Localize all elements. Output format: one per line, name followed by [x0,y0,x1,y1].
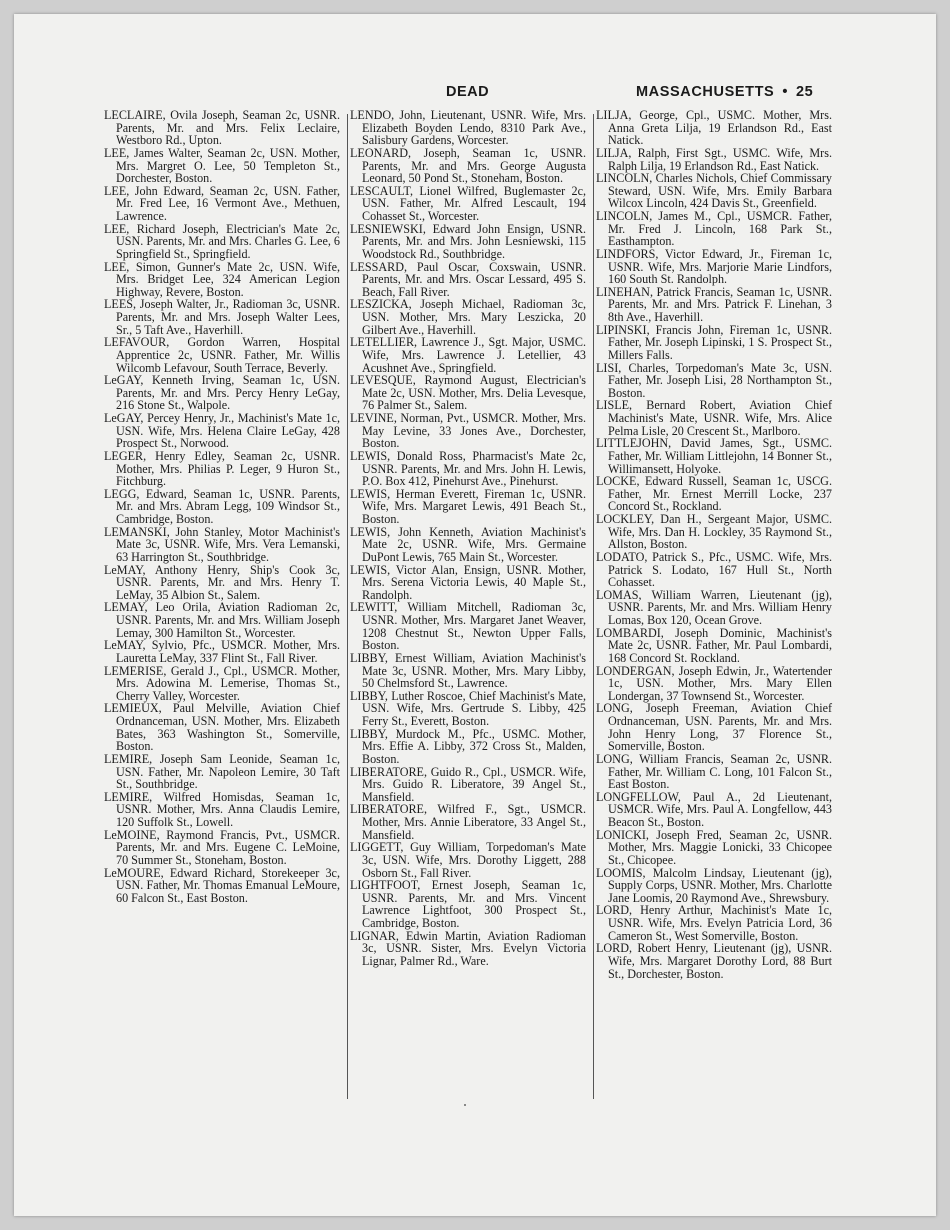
casualty-entry: LINCOLN, James M., Cpl., USMCR. Father, Mr. Fred J. Lincoln, 168 Park St., Easthampton. [596,209,832,249]
state-name: MASSACHUSETTS [636,84,775,100]
casualty-entry: LEMIRE, Wilfred Homisdas, Seaman 1c, USNR. Mother, Mrs. Anna Claudis Lemire, 120 Suffolk St., Lowell. [104,789,340,829]
casualty-entry: LESNIEWSKI, Edward John Ensign, USNR. Parents, Mr. and Mrs. John Lesniewski, 115 Woodstock Rd., Southbridge. [350,221,586,261]
casualty-entry: LIBBY, Ernest William, Aviation Machinist's Mate 3c, USNR. Mother, Mrs. Mary Libby, 50 Chelmsford St., Lawrence. [350,650,586,691]
casualty-entry: LEWIS, John Kenneth, Aviation Machinist's Mate 2c, USNR. Wife, Mrs. Germaine DuPont Lewis, 765 Main St., Worcester. [350,524,586,564]
casualty-entry: LEE, James Walter, Seaman 2c, USN. Mother, Mrs. Margret O. Lee, 50 Templeton St., Dorchester, Boston. [104,145,340,186]
column-1 [104,109,340,904]
column-divider [593,114,594,1099]
casualty-entry: LEWIS, Victor Alan, Ensign, USNR. Mother, Mrs. Serena Victoria Lewis, 40 Maple St., Randolph. [350,562,586,602]
casualty-entry: LINDFORS, Victor Edward, Jr., Fireman 1c, USNR. Wife, Mrs. Marjorie Marie Lindfors, 160 South St. Randolph. [596,246,832,287]
casualty-entry: LEVESQUE, Raymond August, Electrician's Mate 2c, USN. Mother, Mrs. Delia Levesque, 76 Palmer St., Salem. [350,373,586,413]
casualty-entry: LEGER, Henry Edley, Seaman 2c, USNR. Mother, Mrs. Philias P. Leger, 9 Huron St., Fitchburg. [104,448,340,489]
print-speck [464,1104,466,1106]
casualty-entry: LILJA, Ralph, First Sgt., USMC. Wife, Mrs. Ralph Lilja, 19 Erlandson Rd., East Natick. [596,145,832,173]
casualty-entry: LIBBY, Luther Roscoe, Chief Machinist's Mate, USN. Wife, Mrs. Gertrude S. Libby, 425 Ferry St., Everett, Boston. [350,688,586,728]
column-divider [347,114,348,1099]
casualty-entry: LIGGETT, Guy William, Torpedoman's Mate 3c, USN. Wife, Mrs. Dorothy Liggett, 288 Osborn St., Fall River. [350,840,586,880]
casualty-entry: LEFAVOUR, Gordon Warren, Hospital Apprentice 2c, USNR. Father, Mr. Willis Wilcomb Lefavour, South Terrace, Beverly. [104,335,340,375]
casualty-entry: LOMBARDI, Joseph Dominic, Machinist's Mate 2c, USNR. Father, Mr. Paul Lombardi, 168 Concord St. Rockland. [596,625,832,665]
column-2 [350,109,586,968]
casualty-entry: LEONARD, Joseph, Seaman 1c, USNR. Parents, Mr. and Mrs. George Augusta Leonard, 50 Pond St., Stoneham, Boston. [350,145,586,186]
casualty-entry: LOMAS, William Warren, Lieutenant (jg), USNR. Parents, Mr. and Mrs. William Henry Lomas, Box 120, Ocean Grove. [596,587,832,627]
document-page [14,14,936,1216]
casualty-entry: LEGG, Edward, Seaman 1c, USNR. Parents, Mr. and Mrs. Abram Legg, 109 Windsor St., Cambridge, Boston. [104,486,340,526]
casualty-entry: LeGAY, Kenneth Irving, Seaman 1c, USN. Parents, Mr. and Mrs. Percy Henry LeGay, 216 Stone St., Walpole. [104,373,340,413]
casualty-entry: LONG, Joseph Freeman, Aviation Chief Ordnanceman, USN. Parents, Mr. and Mrs. John Henry Long, 37 Florence St., Somerville, Boston. [596,701,832,754]
running-head [636,84,813,100]
casualty-entry: LECLAIRE, Ovila Joseph, Seaman 2c, USNR. Parents, Mr. and Mrs. Felix Leclaire, Westboro Rd., Upton. [104,108,340,148]
casualty-entry: LEE, Simon, Gunner's Mate 2c, USN. Wife, Mrs. Bridget Lee, 324 American Legion Highway, Revere, Boston. [104,259,340,299]
casualty-entry: LIPINSKI, Francis John, Fireman 1c, USNR. Father, Mr. Joseph Lipinski, 1 S. Prospect St., Millers Falls. [596,322,832,362]
column-3 [596,109,832,980]
casualty-entry: LISLE, Bernard Robert, Aviation Chief Machinist's Mate, USNR. Wife, Mrs. Alice Pelma Lisle, 20 Crescent St., Marlboro. [596,398,832,438]
casualty-entry: LISI, Charles, Torpedoman's Mate 3c, USN. Father, Mr. Joseph Lisi, 28 Northampton St., Boston. [596,360,832,400]
casualty-entry: LESZICKA, Joseph Michael, Radioman 3c, USN. Mother, Mrs. Mary Leszicka, 20 Gilbert Ave., Haverhill. [350,297,586,337]
page-header [14,84,936,104]
casualty-entry: LODATO, Patrick S., Pfc., USMC. Wife, Mrs. Patrick S. Lodato, 167 Hull St., North Cohasset. [596,549,832,590]
casualty-entry: LINEHAN, Patrick Francis, Seaman 1c, USNR. Parents, Mr. and Mrs. Patrick F. Linehan, 3 8th Ave., Haverhill. [596,284,832,324]
casualty-entry: LeMAY, Sylvio, Pfc., USMCR. Mother, Mrs. Lauretta LeMay, 337 Flint St., Fall River. [104,638,340,665]
casualty-entry: LEMIEUX, Paul Melville, Aviation Chief Ordnanceman, USN. Mother, Mrs. Elizabeth Bates, 363 Washington St., Somerville, Boston. [104,701,340,754]
casualty-entry: LEE, John Edward, Seaman 2c, USN. Father, Mr. Fred Lee, 16 Vermont Ave., Methuen, Lawrence. [104,183,340,223]
casualty-entry: LONICKI, Joseph Fred, Seaman 2c, USNR. Mother, Mrs. Maggie Lonicki, 33 Chicopee St., Chicopee. [596,827,832,867]
casualty-entry: LETELLIER, Lawrence J., Sgt. Major, USMC. Wife, Mrs. Lawrence J. Letellier, 43 Acushnet Ave., Springfield. [350,335,586,375]
casualty-entry: LILJA, George, Cpl., USMC. Mother, Mrs. Anna Greta Lilja, 19 Erlandson Rd., East Natick. [596,108,832,148]
casualty-entry: LIBERATORE, Wilfred F., Sgt., USMCR. Mother, Mrs. Annie Liberatore, 33 Angel St., Mansfield. [350,802,586,842]
casualty-entry: LIBERATORE, Guido R., Cpl., USMCR. Wife, Mrs. Guido R. Liberatore, 39 Angel St., Mansfield. [350,764,586,804]
casualty-entry: LORD, Henry Arthur, Machinist's Mate 1c, USNR. Wife, Mrs. Evelyn Patricia Lord, 36 Cameron St., West Somerville, Boston. [596,903,832,943]
casualty-entry: LEVINE, Norman, Pvt., USMCR. Mother, Mrs. May Levine, 33 Jones Ave., Dorchester, Boston. [350,411,586,451]
casualty-entry: LIGHTFOOT, Ernest Joseph, Seaman 1c, USNR. Parents, Mr. and Mrs. Vincent Lawrence Lightfoot, 300 Prospect St., Cambridge, Boston. [350,878,586,930]
bullet-icon: • [782,84,788,100]
casualty-entry: LEMAY, Leo Orila, Aviation Radioman 2c, USNR. Parents, Mr. and Mrs. William Joseph Lemay, 300 Hamilton St., Worcester. [104,600,340,640]
casualty-entry: LONG, William Francis, Seaman 2c, USNR. Father, Mr. William C. Long, 101 Falcon St., East Boston. [596,751,832,792]
casualty-entry: LEWIS, Herman Everett, Fireman 1c, USNR. Wife, Mrs. Margaret Lewis, 491 Beach St., Boston. [350,486,586,526]
casualty-entry: LEMERISE, Gerald J., Cpl., USMCR. Mother, Mrs. Adowina M. Lemerise, Thomas St., Cherry Valley, Worcester. [104,663,340,703]
casualty-entry: LeMOINE, Raymond Francis, Pvt., USMCR. Parents, Mr. and Mrs. Eugene C. LeMoine, 70 Summer St., Stoneham, Boston. [104,827,340,867]
casualty-entry: LONGFELLOW, Paul A., 2d Lieutenant, USMCR. Wife, Mrs. Paul A. Longfellow, 443 Beacon St., Boston. [596,789,832,829]
casualty-entry: LeGAY, Percey Henry, Jr., Machinist's Mate 1c, USN. Wife, Mrs. Helena Claire LeGay, 428 Prospect St., Norwood. [104,411,340,451]
section-title: DEAD [446,84,490,100]
casualty-entry: LEWITT, William Mitchell, Radioman 3c, USNR. Mother, Mrs. Margaret Janet Weaver, 1208 Chestnut St., Newton Upper Falls, Boston. [350,600,586,653]
casualty-entry: LEMIRE, Joseph Sam Leonide, Seaman 1c, USN. Father, Mr. Napoleon Lemire, 30 Taft St., Southbridge. [104,751,340,792]
page-number: 25 [796,84,814,100]
casualty-entry: LENDO, John, Lieutenant, USNR. Wife, Mrs. Elizabeth Boyden Lendo, 8310 Park Ave., Salisbury Gardens, Worcester. [350,108,586,148]
casualty-entry: LITTLEJOHN, David James, Sgt., USMC. Father, Mr. William Littlejohn, 14 Bonner St., Willimansett, Holyoke. [596,436,832,476]
casualty-entry: LOCKLEY, Dan H., Sergeant Major, USMC. Wife, Mrs. Dan H. Lockley, 35 Raymond St., Allston, Boston. [596,512,832,552]
casualty-entry: LIGNAR, Edwin Martin, Aviation Radioman 3c, USNR. Sister, Mrs. Evelyn Victoria Lignar, Palmer Rd., Ware. [350,928,586,968]
casualty-entry: LeMOURE, Edward Richard, Storekeeper 3c, USN. Father, Mr. Thomas Emanual LeMoure, 60 Falcon St., East Boston. [104,865,340,905]
casualty-entry: LEMANSKI, John Stanley, Motor Machinist's Mate 3c, USNR. Wife, Mrs. Vera Lemanski, 63 Harrington St., Southbridge. [104,524,340,564]
casualty-entry: LEE, Richard Joseph, Electrician's Mate 2c, USN. Parents, Mr. and Mrs. Charles G. Lee, 6 Springfield St., Springfield. [104,221,340,261]
casualty-entry: LESSARD, Paul Oscar, Coxswain, USNR. Parents, Mr. and Mrs. Oscar Lessard, 495 S. Beach, Fall River. [350,259,586,299]
casualty-entry: LINCOLN, Charles Nichols, Chief Commissary Steward, USN. Wife, Mrs. Emily Barbara Wilcox Lincoln, 424 Davis St., Greenfield. [596,171,832,211]
casualty-entry: LONDERGAN, Joseph Edwin, Jr., Watertender 1c, USN. Mother, Mrs. Mary Ellen Londergan, 37 Townsend St., Worcester. [596,663,832,703]
casualty-entry: LOOMIS, Malcolm Lindsay, Lieutenant (jg), Supply Corps, USNR. Mother, Mrs. Charlotte Jane Loomis, 20 Raymond Ave., Shrewsbury. [596,865,832,905]
casualty-entry: LOCKE, Edward Russell, Seaman 1c, USCG. Father, Mr. Ernest Merrill Locke, 237 Concord St., Rockland. [596,474,832,514]
casualty-entry: LIBBY, Murdock M., Pfc., USMC. Mother, Mrs. Effie A. Libby, 372 Cross St., Malden, Boston. [350,726,586,766]
casualty-entry: LEES, Joseph Walter, Jr., Radioman 3c, USNR. Parents, Mr. and Mrs. Joseph Walter Lees, Sr., 5 Taft Ave., Haverhill. [104,297,340,337]
casualty-entry: LeMAY, Anthony Henry, Ship's Cook 3c, USNR. Parents, Mr. and Mrs. Henry T. LeMay, 35 Albion St., Salem. [104,562,340,602]
casualty-entry: LEWIS, Donald Ross, Pharmacist's Mate 2c, USNR. Parents, Mr. and Mrs. John H. Lewis, P.O. Box 412, Pinehurst Ave., Pinehurst. [350,448,586,489]
casualty-entry: LESCAULT, Lionel Wilfred, Buglemaster 2c, USN. Father, Mr. Alfred Lescault, 194 Cohasset St., Worcester. [350,183,586,223]
casualty-entry: LORD, Robert Henry, Lieutenant (jg), USNR. Wife, Mrs. Margaret Dorothy Lord, 88 Burt St., Dorchester, Boston. [596,941,832,981]
